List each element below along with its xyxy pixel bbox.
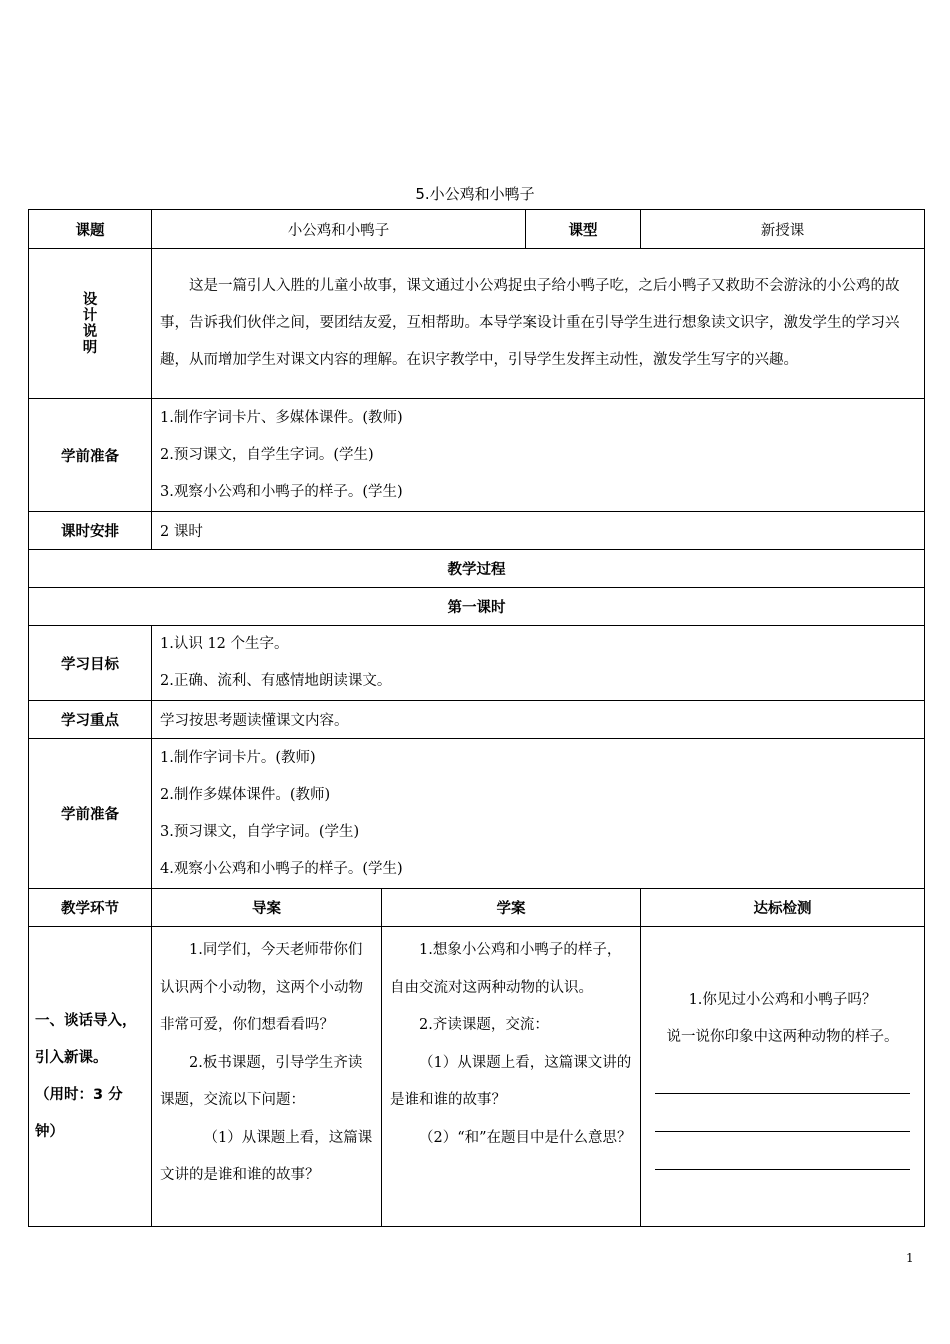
teacher-paragraph: （1）从课题上看，这篇课文讲的是谁和谁的故事？	[160, 1129, 373, 1183]
student-paragraph: （1）从课题上看，这篇课文讲的是谁和谁的故事？	[390, 1054, 632, 1108]
lesson-type-value: 新授课	[641, 210, 925, 249]
design-note-char: 设	[82, 291, 98, 308]
column-header-student: 学案	[382, 889, 641, 927]
check-question: 1.你见过小公鸡和小鸭子吗？	[688, 992, 877, 1008]
column-header-phase: 教学环节	[29, 889, 152, 927]
list-item: 3.观察小公鸡和小鸭子的样子。(学生)	[160, 483, 403, 500]
columns-header-row	[29, 889, 925, 927]
list-item: 2.预习课文，自学生字词。(学生)	[160, 446, 374, 463]
list-item: 2.制作多媒体课件。(教师)	[160, 786, 331, 803]
preparation2-label: 学前准备	[29, 739, 152, 889]
preparation-label: 学前准备	[29, 399, 152, 512]
goals-list	[152, 626, 925, 701]
teacher-paragraph: 1.同学们，今天老师带你们认识两个小动物，这两个小动物非常可爱，你们想看看吗？	[160, 942, 363, 1033]
phase-line: （用时：3 分	[35, 1086, 123, 1103]
step1-phase	[29, 927, 152, 1227]
answer-line	[655, 1094, 910, 1132]
topic-value: 小公鸡和小鸭子	[152, 210, 526, 249]
first-lesson-row	[29, 588, 925, 626]
step1-student	[382, 927, 641, 1227]
design-note-text: 这是一篇引人入胜的儿童小故事，课文通过小公鸡捉虫子给小鸭子吃，之后小鸭子又救助不会游泳的小公鸡的故事，告诉我们伙伴之间，要团结友爱，互相帮助。本导学案设计重在引导学生进行想象读文识字，激发学生的学习兴趣，从而增加学生对课文内容的理解。在识字教学中，引导学生发挥主动性，激发学生写字的兴趣。	[152, 249, 925, 399]
topic-label: 课题	[29, 210, 152, 249]
answer-line	[655, 1132, 910, 1170]
check-question: 说一说你印象中这两种动物的样子。	[666, 1029, 899, 1045]
student-paragraph: 2.齐读课题，交流：	[419, 1017, 549, 1033]
step1-teacher	[152, 927, 382, 1227]
focus-label: 学习重点	[29, 701, 152, 739]
phase-line: 钟）	[35, 1123, 64, 1140]
focus-row	[29, 701, 925, 739]
preparation2-list	[152, 739, 925, 889]
goals-label: 学习目标	[29, 626, 152, 701]
process-heading: 教学过程	[29, 550, 925, 588]
preparation-row	[29, 399, 925, 512]
preparation2-row	[29, 739, 925, 889]
step1-check	[641, 927, 925, 1227]
student-paragraph: 1.想象小公鸡和小鸭子的样子，自由交流对这两种动物的认识。	[390, 942, 622, 996]
design-note-char: 明	[82, 339, 98, 356]
process-row	[29, 550, 925, 588]
schedule-label: 课时安排	[29, 512, 152, 550]
phase-line: 一、谈话导入，	[35, 1012, 137, 1029]
document-title: 5.小公鸡和小鸭子	[415, 185, 535, 203]
design-note-row	[29, 249, 925, 399]
schedule-row	[29, 512, 925, 550]
list-item: 1.认识 12 个生字。	[160, 636, 289, 652]
design-note-char: 计	[82, 307, 98, 324]
preparation-list	[152, 399, 925, 512]
answer-line	[655, 1056, 910, 1094]
lesson-type-label: 课型	[526, 210, 641, 249]
first-lesson-heading: 第一课时	[29, 588, 925, 626]
step1-row	[29, 927, 925, 1227]
lesson-plan-table	[28, 209, 925, 1227]
design-note-label	[29, 249, 152, 399]
topic-row	[29, 210, 925, 249]
phase-line: 引入新课。	[35, 1049, 108, 1066]
goals-row	[29, 626, 925, 701]
teacher-paragraph: 2.板书课题，引导学生齐读课题，交流以下问题：	[160, 1054, 363, 1108]
page-number: 1	[906, 1251, 914, 1265]
list-item: 1.制作字词卡片。(教师)	[160, 749, 316, 766]
column-header-teacher: 导案	[152, 889, 382, 927]
focus-value: 学习按思考题读懂课文内容。	[152, 701, 925, 739]
column-header-check: 达标检测	[641, 889, 925, 927]
list-item: 3.预习课文，自学字词。(学生)	[160, 823, 360, 840]
schedule-value: 2 课时	[152, 512, 925, 550]
design-note-char: 说	[82, 323, 98, 340]
student-paragraph: （2）“和”在题目中是什么意思？	[419, 1129, 632, 1146]
list-item: 2.正确、流利、有感情地朗读课文。	[160, 673, 392, 689]
list-item: 4.观察小公鸡和小鸭子的样子。(学生)	[160, 860, 403, 877]
list-item: 1.制作字词卡片、多媒体课件。(教师)	[160, 409, 403, 426]
